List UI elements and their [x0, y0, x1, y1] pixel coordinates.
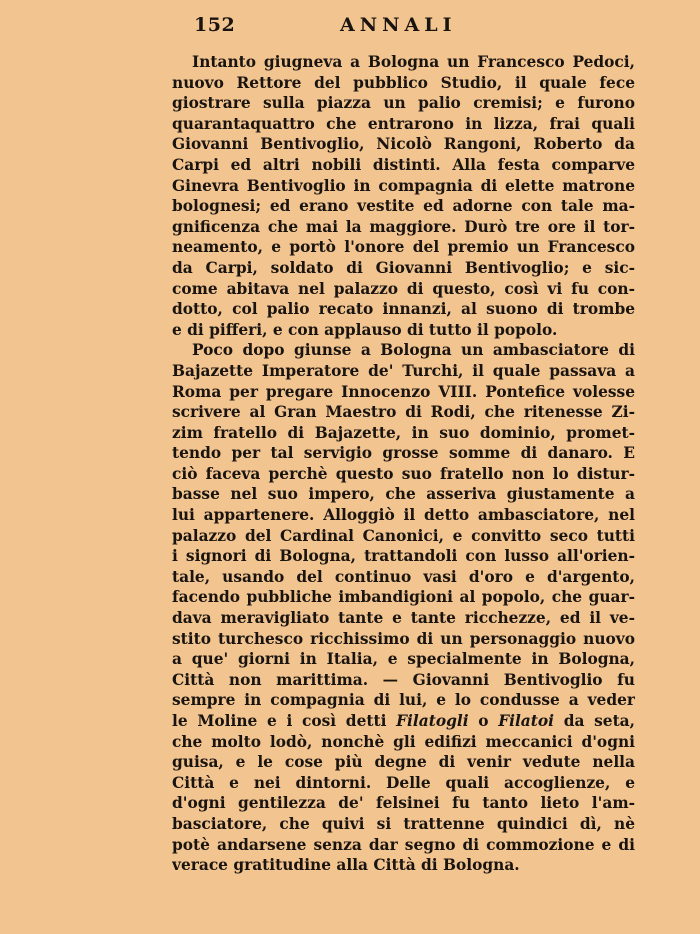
text-line: zim fratello di Bajazette, in suo dominio, promet-	[172, 423, 635, 442]
text-line: quarantaquattro che entrarono in lizza, frai quali	[172, 114, 635, 133]
text-line: verace gratitudine alla Città di Bologna.	[172, 856, 520, 875]
text-line: sempre in compagnia di lui, e lo condusse a veder	[172, 691, 635, 710]
text-line: a que' giorni in Italia, e specialmente in Bologna,	[172, 650, 635, 669]
text-line: facendo pubbliche imbandigioni al popolo, che guar-	[172, 588, 635, 607]
text-line: scrivere al Gran Maestro di Rodi, che ritenesse Zi-	[172, 403, 635, 422]
text-line: basse nel suo impero, che asseriva giustamente a	[172, 485, 635, 504]
text-line: basciatore, che quivi si trattenne quindici dì, nè	[172, 814, 635, 833]
text-line: d'ogni gentilezza de' felsinei fu tanto lieto l'am-	[172, 794, 635, 813]
text-line: Ginevra Bentivoglio in compagnia di elette matrone	[172, 176, 635, 195]
paragraph	[172, 340, 635, 875]
text-line: Bajazette Imperatore de' Turchi, il quale passava a	[172, 361, 635, 380]
text-line: neamento, e portò l'onore del premio un Francesco	[172, 238, 635, 257]
running-title: ANNALI	[340, 14, 457, 36]
text-line: gnificenza che mai la maggiore. Durò tre ore il tor-	[172, 217, 635, 236]
text-line: tale, usando del continuo vasi d'oro e d'argento,	[172, 567, 635, 586]
text-line: potè andarsene senza dar segno di commozione e di	[172, 835, 635, 854]
text-line: palazzo del Cardinal Canonici, e convitto seco tutti	[172, 526, 635, 545]
text-line: Giovanni Bentivoglio, Nicolò Rangoni, Roberto da	[172, 135, 635, 154]
text-line: bolognesi; ed erano vestite ed adorne con tale ma-	[172, 197, 635, 216]
text-line: Città e nei dintorni. Delle quali accoglienze, e	[172, 773, 635, 792]
text-line: dava meravigliato tante e tante ricchezze, ed il ve-	[172, 609, 635, 628]
text-line: ciò faceva perchè questo suo fratello non lo distur-	[172, 464, 635, 483]
text-line: stito turchesco ricchissimo di un personaggio nuovo	[172, 629, 635, 648]
text-line: i signori di Bologna, trattandoli con lusso all'orien-	[172, 547, 635, 566]
paragraph	[172, 52, 635, 340]
text-line: Città non marittima. — Giovanni Bentivoglio fu	[172, 670, 635, 689]
running-head	[172, 14, 642, 44]
text-line: giostrare sulla piazza un palio cremisi; e furono	[172, 94, 635, 113]
text-line: tendo per tal servigio grosse somme di danaro. E	[172, 444, 635, 463]
text-line: guisa, e le cose più degne di venir vedute nella	[172, 753, 635, 772]
text-line: Roma per pregare Innocenzo VIII. Pontefice volesse	[172, 382, 635, 401]
text-line: le Moline e i così detti Filatogli o Filatoi da seta,	[172, 712, 635, 730]
text-line: che molto lodò, nonchè gli edifizi meccanici d'ogni	[172, 732, 635, 751]
text-line: dotto, col palio recato innanzi, al suono di trombe	[172, 300, 635, 319]
text-line: Intanto giugneva a Bologna un Francesco Pedoci,	[192, 53, 635, 71]
page-number: 152	[194, 14, 236, 36]
text-line: nuovo Rettore del pubblico Studio, il quale fece	[172, 73, 635, 92]
text-line: come abitava nel palazzo di questo, così vi fu con-	[172, 279, 635, 298]
text-line: lui appartenere. Alloggiò il detto ambasciatore, nel	[172, 506, 635, 525]
text-line: da Carpi, soldato di Giovanni Bentivoglio; e sic-	[172, 258, 635, 277]
text-line: e di pifferi, e con applauso di tutto il popolo.	[172, 320, 558, 339]
body-text	[172, 52, 635, 876]
text-line: Carpi ed altri nobili distinti. Alla festa comparve	[172, 155, 635, 174]
text-line: Poco dopo giunse a Bologna un ambasciatore di	[192, 341, 635, 360]
